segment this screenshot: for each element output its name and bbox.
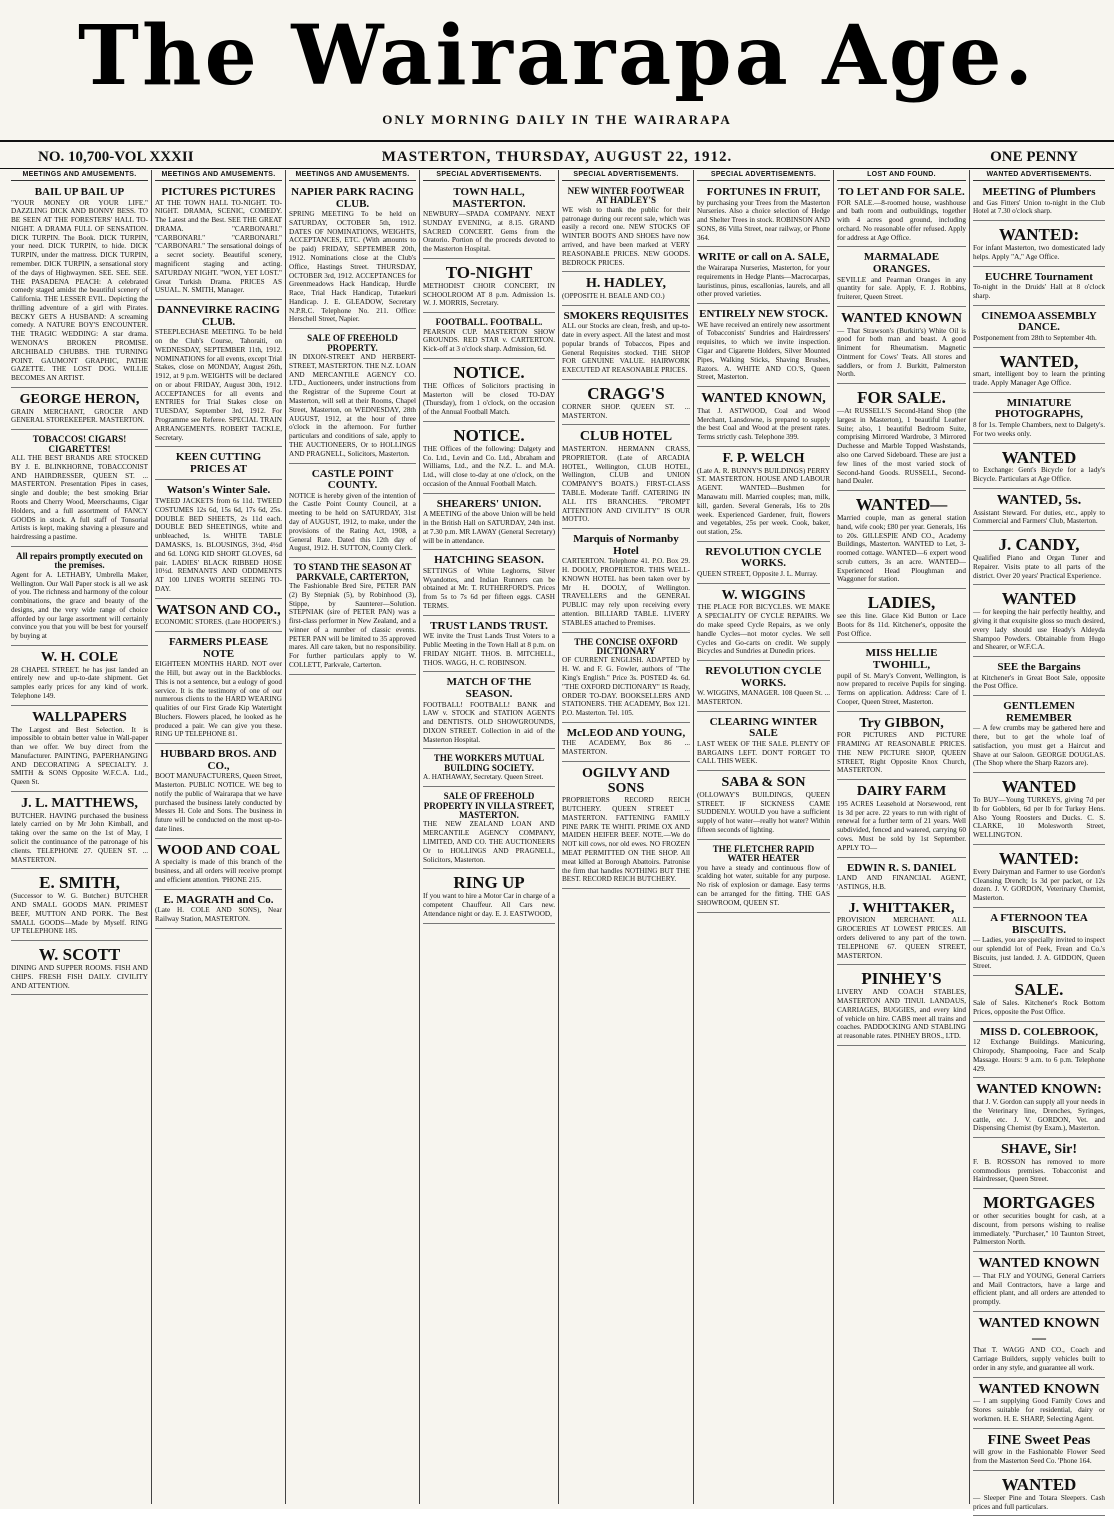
advertisement [562,382,690,425]
advertisement [973,533,1105,585]
advertisement-body: ALL THE BEST BRANDS ARE STOCKED BY J. E. BLINKHORNE, TOBACCONIST AND HAIRDRESSER, QUEEN ST. ... MASTERTON. Presentation Pipes in cases, single and double; the best smoking Briar Roots and Cherry Wood, Meerschaums, Cigar Holders, and a full assortment of FANCY GOODS in stock. A full staff of Tonsorial Artists is kept, making shaving a pleasure and hairdressing a pastime. [11,454,148,542]
advertisement [697,544,830,584]
advertisement-body: 12 Exchange Buildings. Manicuring, Chiropody, Shampooing, Face and Scalp Massage. Hours: 9 a.m. to 6 p.m. Telephone 429. [973,1038,1105,1073]
advertisement-heading: TOBACCOS! CIGARS! CIGARETTES! [32,434,127,454]
advertisement [697,249,830,304]
advertisement-body: SETTINGS of White Leghorns, Silver Wyandottes, and Indian Runners can be obtained at Mr. T. RUTHERFORD'S. Prices from 5s to 7s 6d per fifteen eggs. CASH TERMS. [423,566,555,611]
advertisement-body: FOR SALE.—8-roomed house, washhouse and bath room and outbuildings, together with 4 acres good ground, including orchard. No reasonable offer refused. Apply for address at Age Office. [837,198,966,242]
column-header: MEETINGS AND AMUSEMENTS. [155,170,282,181]
advertisement [973,1431,1105,1471]
advertisement [562,308,690,380]
advertisement [973,587,1105,657]
column-header: SPECIAL ADVERTISEMENTS. [697,170,830,181]
advertisement [11,871,148,941]
advertisement [697,449,830,542]
advertisement-body: Postponement from 28th to September 4th. [973,333,1097,342]
advertisement-heading: CASTLE POINT COUNTY. [311,467,394,492]
advertisement-body: To BUY—Young TURKEYS, giving 7d per lb for Gobblers, 6d per lb for Turkey Hens. Also Young Roosters and Ducks. C. S. CLARKE, 10 Molesworth Street, WELLINGTON. [973,796,1105,840]
issue-date: MASTERTON, THURSDAY, AUGUST 22, 1912. [381,149,733,165]
advertisement-body: will grow in the Fashionable Flower Seed from the Masterton Seed Co. 'Phone 164. [973,1448,1105,1466]
advertisement-heading: THE CONCISE OXFORD DICTIONARY [574,636,678,656]
advertisement-body: —At RUSSELL'S Second-Hand Shop (the largest in Masterton), 1 beautiful Leather Suite; also, 1 beautiful Bedroom Suite, comprising Mirrored Wardrobe, 3 Mirrored Duchesse and Marble Topped Washstands, also one Carved Sideboard. These are just a few lines of the most varied stock of Second-hand Goods. RUSSELL, Second-hand Dealer. [837,407,966,486]
newspaper-title: The Wairarapa Age. [78,8,1036,104]
advertisement-heading: CLUB HOTEL [579,429,673,445]
advertisement-heading: BAIL UP BAIL UP [34,186,125,198]
advertisement-body: 8 for 1s. Temple Chambers, next to Dalgety's. For two weeks only. [973,421,1105,438]
advertisement-heading: CRAGG'S [587,384,665,404]
advertisement [973,223,1105,266]
issue-price: ONE PENNY [990,149,1078,165]
advertisement-body: The Fashionable Bred Sire, PETER PAN (2) By Stepniak (5), by Robinhood (3), Stippe, by Saunterer—Solution. STEPNIAK (sire of PETER PAN) was a first-class performer in New Zealand, and a winner of a number of classic events. PETER PAN will be limited to 35 approved mares. All care taken, but no responsibility. For further particulars apply to W. COLLETT, Parkvale, Carterton. [289,581,416,669]
advertisement-body: SEVILLE and Pearman Oranges in any quantity for sale. Apply, F. J. Robbins, fruiterer, Queen Street. [837,275,966,302]
advertisement [155,601,282,632]
advertisement-heading: DAIRY FARM [856,784,947,800]
column-1 [8,170,151,1504]
advertisement-body: PROPRIETORS RECORD REICH BUTCHERY. QUEEN STREET ... MASTERTON. FATTENING FAMILY PINE PARK TE WHITI. PRIME OX AND MAIDEN HEIFER BEEF. NOTE.—We do NOT kill cows, nor old ewes. NO FROZEN MEAT PERMITTED ON THE SHOP. All meat killed at Borough Abattoirs. Patronise the firm that handles NOTHING BUT THE BEST. RECORD REICH BUTCHERY. [562,796,690,884]
advertisement-body: QUEEN STREET, Opposite J. L. Murray. [697,569,818,578]
advertisement-body: (OPPOSITE H. BEALE AND CO.) [562,292,665,301]
advertisement [697,663,830,712]
advertisement-heading: FOR SALE. [857,388,946,408]
advertisement-heading: RING UP [453,873,525,893]
advertisement-heading: J. L. MATTHEWS, [21,795,138,811]
advertisement-body: FOOTBALL! FOOTBALL! BANK and LAW v. STOCK and STATION AGENTS and DENTISTS. OLD SHOWGROUNDS, DIXON STREET. Collection in aid of the Masterton Hospital. [423,700,555,744]
advertisement-heading: Watson's Winter Sale. [166,484,271,497]
advertisement-heading: McLEOD AND YOUNG, [566,726,686,739]
advertisement-body: WE have received an entirely new assortment of Tobacconists' Sundries and Hairdressers' requisites, to which we invite inspection. Cigar and Cigarette Holders, Silver Mounted Pipes, Walking Sticks, Shaving Brushes, Razors. A. WHITE AND CO.'S, Queen Street, Masterton. [697,320,830,382]
advertisement-body: by purchasing your Trees from the Masterton Nurseries. Also a choice selection of Hedge and Shelter Trees in stock. ROBINSON AND SONS, 86 Villa Street, near railway, or Phone 364. [697,198,830,242]
advertisement [289,331,416,463]
advertisement-heading: WANTED KNOWN— [978,1315,1100,1346]
advertisement-body: Married couple, man as general station hand, wife cook; £80 per year. Generals, 16s to 20s. GILLESPIE AND CO., Academy Buildings, Masterton. WANTED to Let, 3-roomed cottage. WANTED—6 expert wood scrub cutters, 3s an acre. WANTED—Experienced Head Ploughman and Waggoner for station. [837,513,966,584]
advertisement-heading: WANTED: [998,849,1080,869]
column-header: SPECIAL ADVERTISEMENTS. [423,170,555,181]
advertisement-heading: FINE Sweet Peas [987,1432,1091,1448]
advertisement [973,1380,1105,1429]
column-5 [558,170,693,1504]
column-3 [285,170,419,1504]
advertisement-body: That J. ASTWOOD, Coal and Wood Merchant, Lansdowne, is prepared to supply the best Coal and Wood at the present rates. Terms strictly cash. Telephone 399. [697,406,830,442]
advertisement-heading: TO STAND THE SEASON AT PARKVALE, CARTERTON, [293,562,412,582]
advertisement-heading: TO LET AND FOR SALE. [838,186,965,198]
advertisement-body: A MEETING of the above Union will be held in the British Hall on SATURDAY, 24th inst. at 7.30 p.m. MR LAWAY (General Secretary) will be in attendance. [423,510,555,545]
advertisement-body: to Exchange: Gent's Bicycle for a lady's Bicycle. Particulars at Age Office. [973,466,1105,484]
advertisement-body: PEARSON CUP. MASTERTON SHOW GROUNDS. RED STAR v. CARTERTON. Kick-off at 3 o'clock sharp. Admission, 6d. [423,327,555,354]
advertisement-body: OF CURRENT ENGLISH. ADAPTED by H. W. and F. G. Fowler, authors of "The King's English." Price 3s. POSTED 4s. 6d. "THE OXFORD DICTIONARY" IS Ready, ORDER TO-DAY. BOOKSELLERS AND STATIONERS. THE ACADEMY, Box 121. P.O. Masterton. Tel. 105. [562,656,690,718]
advertisement [155,892,282,929]
advertisement [11,549,148,646]
advertisement [837,860,966,897]
advertisement-heading: NAPIER PARK RACING CLUB. [291,186,414,210]
advertisement-body: see this line. Glace Kid Button or Lace Boots for 8s 11d. Kitchener's, opposite the Post Office. [837,612,966,638]
advertisement-heading: SALE. [1014,980,1064,1000]
advertisement-body: — I am supplying Good Family Cows and Stores suitable for residential, dairy or workmen. H. E. SHARP, Selecting Agent. [973,1397,1105,1423]
column-header: SPECIAL ADVERTISEMENTS. [562,170,690,181]
advertisement-body: Sale of Sales. Kitchener's Rock Bottom Prices, opposite the Post Office. [973,999,1105,1016]
advertisement [837,591,966,643]
advertisement [697,389,830,447]
advertisement [973,395,1105,444]
advertisement [973,659,1105,696]
advertisement [423,618,555,673]
advertisement-body: — That FLY and YOUNG, General Carriers and Mail Contractors, have a large and efficient plant, and all orders are attended to promptly. [973,1271,1105,1307]
advertisement-heading: ENTIRELY NEW STOCK. [699,308,828,321]
advertisement [697,586,830,661]
advertisement-heading: WATSON AND CO., [156,602,281,618]
advertisement [837,899,966,966]
advertisement [11,708,148,792]
advertisement-body: pupil of St. Mary's Convent, Wellington, is now prepared to receive Pupils for singing. Terms on application. Address: Care of I. Cooper, Queen Street, Masterton. [837,671,966,706]
advertisement [837,386,966,491]
advertisement-body: DINING AND SUPPER ROOMS. FISH AND CHIPS. FRESH FISH DAILY. CIVILITY AND ATTENTION. [11,963,148,990]
column-2 [151,170,285,1504]
advertisement [11,184,148,388]
advertisement-body: THE Offices of the following: Dalgety and Co. Ltd., Levin and Co. Ltd., Abraham and Williams, Ltd., and the N.Z. L. and M.A. Ltd., will close to-day at one o'clock, on the occasion of the Annual Football Match. [423,444,555,488]
advertisement-body: W. WIGGINS, MANAGER. 108 Queen St. ... MASTERTON. [697,689,830,707]
advertisement [289,466,416,559]
advertisement [423,871,555,923]
advertisement-body: — for keeping the hair perfectly healthy, and giving it that exquisite gloss so much desired, every lady should use Heady's Aldeyda Shampoo Powders. Obtainable from Hugo and Shearer, or W.F.C.A. [973,608,1105,652]
advertisement-heading: SALE OF FREEHOLD PROPERTY IN VILLA STREET, MASTERTON. [423,791,555,821]
advertisement-heading: DANNEVIRKE RACING CLUB. [157,304,280,328]
advertisement-body: CORNER SHOP. QUEEN ST. ... MASTERTON. [562,402,690,420]
advertisement-heading: WANTED [1001,777,1077,797]
advertisement-heading: SMOKERS REQUISITES [563,309,689,322]
advertisement-heading: H. HADLEY, [585,276,666,292]
advertisement [423,315,555,359]
advertisement-heading: MISS HELLIE TWOHILL, [865,647,938,671]
advertisement-body: — A few crumbs may be gathered here and there, but to get the whole loaf of satisfaction, you must get a Haircut and Shave at our Saloon. GEORGE DOUGLAS. (The Shop where the Sharp Razors are). [973,724,1105,768]
advertisement [697,842,830,913]
advertisement-body: smart, intelligent boy to learn the printing trade. Apply Manager Age Office. [973,370,1105,388]
advertisement-heading: THE FLETCHER RAPID WATER HEATER [712,843,815,864]
advertisement [11,943,148,995]
advertisement [973,308,1105,348]
advertisement-body: Agent for A. LETHABY, Umbrella Maker, Wellington. Our Wall Paper stock is all we ask of you. The richness and harmony of the colour combinations, the grace and beauty of the designs, and the very wide range of choice afforded by our large assortment will certainly convince you that you will be best for yourself by buying at [11,570,148,641]
advertisement [155,841,282,890]
advertisement-body: "YOUR MONEY OR YOUR LIFE." DAZZLING DICK AND BONNY BESS. TO BE SEEN AT THE FORESTERS' HALL TO-NIGHT. A DRAMA FULL OF SENSATION. DICK TURPIN. The Book. DICK TURPIN, your need. DICK TURPIN, to hide. DICK TURPIN, under the mattress. DICK TURPIN, remember. DICK TURPIN, a sensational story of the days of Highwaymen. SEE. SEE. SEE. THE PASADENA PEACH: A celebrated comedy staged amidst the beautiful scenery of California. THE LESSER EVIL. Depicting the thrilling adventure of a girl with Pirates. BECKY GETS A HUSBAND: A screaming comedy. A NATURE BOY'S ENCOUNTER. THE TRAGIC WEDDING: A star drama. WENONA'S BROKEN PROMISE. ARCHIBALD CHUBBS. THE TURNING POINT. GAUMONT GRAPHIC, PATHE GAZETTE. THE LOST DOG. WILLIE BECOMES AN ARTIST. [11,198,148,383]
column-6 [693,170,833,1504]
advertisement-body: Qualified Piano and Organ Tuner and Repairer. Visits ptate to all parts of the district. Over 20 years' Practical Experience. [973,554,1105,580]
advertisement [155,634,282,744]
advertisement [837,249,966,306]
advertisement [837,714,966,781]
advertisement [423,751,555,787]
advertisement-body: BUTCHER. HAVING purchased the business lately carried on by Mr John Kimball, and taking over the same on the 1st of May, I solicit the continuance of the patronage of his clients. TELEPHONE 27. QUEEN ST. ... MASTERTON. [11,811,148,864]
advertisement-heading: THE WORKERS MUTUAL BUILDING SOCIETY. [433,753,545,773]
advertisement-body: BOOT MANUFACTURERS, Queen Street, Masterton. PUBLIC NOTICE. WE beg to notify the public of Wairarapa that we have purchased the business lately conducted by Messrs H. Cole and Sons. The business in future will be conducted on the most up-to-date lines. [155,772,282,833]
advertisement [973,184,1105,221]
advertisement-heading: J. CANDY, [998,535,1080,555]
advertisement-heading: TOWN HALL, MASTERTON. [452,186,526,210]
advertisement-body: the Wairarapa Nurseries, Masterton, for your requirements in Hedge Plants—Macrocarpas, lauristinus, pinus, escallonias, laurels, and all other proved varieties. [697,264,830,299]
advertisement-body: NEWBURY—SPADA COMPANY. NEXT SUNDAY EVENING, at 8.15. GRAND SACRED CONCERT. Gems from the Oratorio. Portion of the proceeds devoted to the Masterton Hospital. [423,210,555,254]
advertisement-body: METHODIST CHOIR CONCERT, IN SCHOOLROOM AT 8 p.m. Admission 1s. W. J. MORRIS, Secretary. [423,281,555,308]
advertisement-body: — Ladies, you are specially invited to inspect our splendid lot of Peek, Frean and Co.'s Biscuits, just landed. J. A. GIDDON, Queen Street. [973,936,1105,971]
advertisement-heading: LADIES, [867,593,936,613]
advertisement-body: EIGHTEEN MONTHS HARD. NOT over the Hill, but away out in the Backblocks. This is not a sentence, but a eulogy of good service. It is the testimony of one of our numerous clients to the HARD WEARING qualities of our First Grade Kip Watertight Bluchers. Flowers placed, he looked as he produced a pair. We can give you these. RING UP TELEPHONE 81. [155,660,282,739]
advertisement-heading: MORTGAGES [983,1193,1095,1213]
advertisement-body: (Late A. R. BUNNY'S BUILDINGS) PERRY ST. MASTERTON. HOUSE AND LABOUR AGENT. WANTED—Bushmen for Manawatu mill. Married couples; man, milk, kill, garden. Several Generals, 16s to 20s week. Experienced Gardener, fruit, flowers and vegetables, 25s per week. Cook, baker, out station, 25s. [697,466,830,537]
advertisement [155,184,282,300]
advertisement-heading: WRITE or call on A. SALE, [697,251,830,264]
advertisement [837,645,966,711]
advertisement-heading: All repairs promptly executed on the premises. [16,550,143,571]
column-4 [419,170,558,1504]
column-7 [833,170,969,1504]
advertisement [837,493,966,589]
advertisement [155,449,282,480]
advertisement [423,552,555,615]
advertisement-body: or other securities bought for cash, at a discount, from persons wishing to realise immediately. "Purchaser," 10 Taunton Street, Palmerston North. [973,1211,1105,1247]
advertisement-heading: OGILVY AND SONS [581,765,671,796]
masthead-rule [0,140,1114,142]
advertisement [562,274,690,305]
advertisement-heading: TO-NIGHT [445,263,533,282]
advertisement [973,1140,1105,1189]
advertisement-body: MASTERTON. HERMANN CRASS, PROPRIETOR. (Late of ARCADIA HOTEL, Wellington, CLUB HOTEL, Wellington, CLUB and UNION COMPANY'S BOATS.) FIRST-CLASS TABLE. Moderate Tariff. CATERING IN ALL ITS BRANCHES. "PROMPT ATTENTION AND CIVILITY" IS OUR MOTTO. [562,445,690,524]
advertisement-heading: GEORGE HERON, [19,391,140,407]
advertisement [11,648,148,706]
advertisement-body: THE Offices of Solicitors practising in Masterton will be closed TO-DAY (Thursday), from 1 o'clock, on the occasion of the Annual Football Match. [423,381,555,417]
advertisement-heading: WANTED [1001,1474,1077,1494]
advertisement [423,361,555,422]
advertisement [973,847,1105,908]
advertisement-heading: KEEN CUTTING PRICES AT [175,451,262,475]
advertisement [423,496,555,551]
advertisement-heading: W. H. COLE [40,650,119,666]
advertisement-heading: W. WIGGINS [721,587,806,603]
advertisement-body: ALL our Stocks are clean, fresh, and up-to-date in every aspect. All the latest and most popular brands of Tobaccos, Pipes and General Requisites stocked. THE SHOP FOR GENUINE VALUE. HAIRWORK EXECUTED AT REASONABLE PRICES. [562,322,690,375]
advertisement-body: SPRING MEETING To be held on SATURDAY, OCTOBER 5th, 1912. DATES OF NOMINATIONS, WEIGHTS, ACCEPTANCES, ETC. (With amounts to be paid) FRIDAY, SEPTEMBER 20th, 1912. Nominations close at the Club's Office, Hastings Street. THURSDAY, OCTOBER 3rd, 1912. ACCEPTANCES for Greenmeadows Hack Handicap, Hurdle Race, Trial Hack Handicap, Tutaekuri Handicap. J. E. GLEADOW, Secretary N.P.R.C. Telephone No. 211. Office: Herschell Street, Napier. [289,210,416,324]
advertisement-heading: FOOTBALL. FOOTBALL. [435,317,543,328]
advertisement-heading: FORTUNES IN FRUIT, [706,186,821,198]
advertisement-heading: TRUST LANDS TRUST. [430,619,548,632]
column-8 [969,170,1108,1511]
advertisement-heading: WANTED KNOWN, [701,391,826,407]
advertisement-body: (Successor to W. G. Butcher.) BUTCHER AND SMALL GOODS MAN. PRIMEST BEEF, MUTTON AND PORK. The Best SMALL GOODS—Made by Myself. RING UP TELEPHONE 185. [11,892,148,936]
advertisement-body: LIVERY AND COACH STABLES, MASTERTON AND TINUI. LANDAUS, CARRIAGES, BUGGIES, and every kind of vehicle on hire. CABS meet all trains and coaches. PADDOCKING AND STABLING at reasonable rates. PINHEY BROS., LTD. [837,988,966,1041]
advertisement-body: at Kitchener's in Great Boot Sale, opposite the Post Office. [973,673,1105,691]
advertisement-heading: Try GIBBON, [859,715,944,731]
advertisement [423,424,555,494]
advertisement-body: PROVISION MERCHANT. ALL GROCERIES AT LOWEST PRICES. All orders delivered to any part of the town. TELEPHONE 67. QUEEN STREET, MASTERTON. [837,916,966,960]
advertisement-heading: SHEARERS' UNION. [436,497,542,510]
advertisement [973,1254,1105,1312]
advertisement-body: THE ACADEMY, Box 86 ... MASTERTON. [562,739,690,757]
advertisement-body: Assistant Steward. For duties, etc., apply to Commercial and Farmers' Club, Masterton. [973,508,1105,526]
advertisement-heading: GENTLEMEN REMEMBER [1003,700,1075,724]
advertisement [11,794,148,869]
dateline [0,146,1114,170]
advertisement-heading: Marquis of Normanby Hotel [573,533,679,557]
advertisement [155,302,282,447]
advertisement-heading: MISS D. COLEBROOK, [980,1025,1098,1038]
advertisement-heading: CLEARING WINTER SALE [709,715,818,740]
advertisement [423,261,555,313]
advertisement-body: To-night in the Druids' Hall at 8 o'clock sharp. [973,283,1105,300]
advertisement [11,390,148,430]
advertisement [697,184,830,247]
advertisement-body: A specialty is made of this branch of the business, and all orders will receive prompt and efficient attention. 'PHONE 215. [155,858,282,885]
advertisement-body: STEEPLECHASE MEETING. To be held on the Club's Course, Tahoraiti, on WEDNESDAY, SEPTEMBER 11th, 1912. NOMINATIONS for all events, except Trial Stakes, close on MONDAY, August 26th, 1912, at 9 p.m. WEIGHTS will be declared on or about FRIDAY, August 30th, 1912. ACCEPTANCES for all events and ENTRIES for Trial Stakes close on TUESDAY, September 3rd, 1912. For Programme see Referee. SPECIAL TRAIN ARRANGEMENTS. ROBERT TACKLE, Secretary. [155,328,282,442]
advertisement [973,1080,1105,1138]
advertisement [562,764,690,889]
advertisement [973,698,1105,773]
advertisement-body: WE invite the Trust Lands Trust Voters to a Public Meeting in the Town Hall at 8 p.m. on FRIDAY NIGHT. THOS. B. MITCHELL, THOS. WAGG, H. C. ROBINSON. [423,632,555,667]
advertisement [562,725,690,762]
advertisement-heading: REVOLUTION CYCLE WORKS. [705,665,822,689]
advertisement-body: TWEED JACKETS from 6s 11d. TWEED COSTUMES 12s 6d, 15s 6d, 17s 6d, 25s. DOUBLE BED SHEETS, 2s 11d each. DOUBLE BED SHEETINGS, white and unbleached, 1s. WHITE TABLE DAMASKS, 1s. BLOUSINGS, 3½d, 4½d and 6d. LONG KID SHORT GLOVES, 6d pair. LADIES' BLACK RIBBED HOSE 10½d. REMNANTS AND ODDMENTS AT 100 LINES WORTH SEEING TO-DAY. [155,497,282,593]
advertisement-heading: E. SMITH, [39,873,120,893]
advertisement-body: F. B. ROSSON has removed to more commodious premises. Tobacconist and Hairdresser, Queen Street. [973,1157,1105,1184]
advertisement-body: THE NEW ZEALAND LOAN AND MERCANTILE AGENCY COMPANY, LIMITED, AND CO. THE AUCTIONEERS Or to HOLLINGS AND PRAGNELL, Solicitors, Masterton. [423,820,555,864]
advertisement-body: 195 ACRES Leasehold at Norsewood, rent 1s 3d per acre. 22 years to run with right of renewal for a further term of 21 years. Well subdivided, fenced and watered, carrying 60 cows. Must be sold by 1st September. APPLY TO— [837,799,966,852]
advertisement-heading: MARMALADE ORANGES. [863,251,940,275]
advertisement [562,184,690,272]
advertisement-heading: WALLPAPERS [32,709,127,725]
advertisement-body: (Late H. COLE AND SONS), Near Railway Station, MASTERTON. [155,906,282,924]
advertisement [837,782,966,857]
advertisement-body: 28 CHAPEL STREET. he has just landed an entirely new and up-to-date shipment. Get samples early prices for any kind of work. Telephone 149. [11,665,148,701]
advertisement-body: that J. V. Gordon can supply all your needs in the Veterinary line, Drenches, Syringes, cattle, etc. J. V. GORDON, Vet. and Dispensing Chemist (by Exam.), Masterton. [973,1097,1105,1133]
advertisement-body: THE PLACE FOR BICYCLES. WE MAKE A SPECIALITY OF CYCLE REPAIRS. We do make speed Cycle Repairs, as we only handle Cycles—not motor cycles. We sell Cycles and Go-carts on credit. We supply Bicycles and Sundries at Dunedin prices. [697,603,830,656]
advertisement-heading: WOOD AND COAL [157,842,280,858]
advertisement-heading: MEETING of Plumbers [982,186,1096,198]
advertisement-body: and Gas Fitters' Union to-night in the Club Hotel at 7.30 o'clock sharp. [973,198,1105,216]
advertisement-body: ECONOMIC STORES. (Late HOOPER'S.) [155,618,281,627]
advertisement [562,427,690,529]
advertisement [973,1473,1105,1516]
advertisement [562,531,690,632]
advertisement [973,910,1105,976]
dateline-rule [0,168,1114,169]
advertisement-heading: REVOLUTION CYCLE WORKS. [705,545,822,570]
advertisement-body: Every Dairyman and Farmer to use Gordon's Cleansing Drench; 1s 3d per packet, or 12s dozen. J. V. GORDON, Veterinary Chemist, Masterton. [973,867,1105,903]
advertisement-heading: PICTURES PICTURES [161,186,276,198]
advertisement-heading: WANTED [1001,589,1077,609]
advertisement-heading: J. WHITTAKER, [848,900,955,916]
advertisement-heading: W. SCOTT [38,945,121,965]
advertisement-heading: MINIATURE PHOTOGRAPHS, [994,396,1084,421]
advertisement [562,635,690,723]
columns-area [8,170,1108,1511]
advertisement-body: — That Strawson's (Burkitt's) White Oil is good for both man and beast. A good liniment for Rheumatism. Magnetic Ointment for Cows' Teats. All stores and saddlers, or from J. Burkitt, Palmerston North. [837,326,966,379]
column-header: WANTED ADVERTISEMENTS. [973,170,1105,181]
advertisement-heading: WANTED, 5s. [996,492,1082,508]
advertisement-body: CARTERTON. Telephone 41. P.O. Box 29. H. DOOLY, PROPRIETOR. THIS WELL-KNOWN HOTEL has been taken over by Mr H. DOOLY, of Wellington. TRAVELLERS and the GENERAL PUBLIC may rely upon receiving every attention. BILLIARD TABLE. LIVERY STABLES attached to Premises. [562,557,690,627]
advertisement [973,446,1105,489]
advertisement [11,432,148,547]
advertisement [837,184,966,247]
advertisement-heading: SEE the Bargains [997,661,1081,674]
advertisement-body: That T. WAGG AND CO., Coach and Carriage Builders, supply vehicles built to order in any style, and guarantee all work. [973,1346,1105,1372]
advertisement-heading: WANTED KNOWN [978,1256,1100,1272]
advertisement-heading: NOTICE. [453,425,525,445]
advertisement-heading: PINHEY'S [861,969,942,989]
advertisement-heading: HATCHING SEASON. [434,554,544,567]
advertisement-heading: WANTED KNOWN [841,310,962,326]
column-header: LOST AND FOUND. [837,170,966,181]
advertisement-heading: SABA & SON [721,775,806,791]
advertisement-heading: EDWIN R. S. DANIEL [846,861,957,874]
advertisement-body: A. HATHAWAY, Secretary. Queen Street. [423,773,544,782]
advertisement [697,773,830,840]
advertisement [155,746,282,839]
advertisement [423,789,555,869]
advertisement-body: For infant Masterton, two domesticated lady helps. Apply "A," Age Office. [973,243,1105,261]
advertisement-heading: FARMERS PLEASE NOTE [168,636,269,660]
advertisement [973,1314,1105,1378]
advertisement [973,1024,1105,1079]
advertisement-heading: NEW WINTER FOOTWEAR AT HADLEY'S [567,186,685,206]
advertisement-body: WE wish to thank the public for their patronage during our recent sale, which was easily a record one. NEW STOCKS OF WINTER BOOTS AND SHOES have now arrived, and have been marked at VERY REASONABLE PRICES. NEW GOODS. BEDROCK PRICES. [562,205,690,267]
advertisement [973,350,1105,393]
issue-number: NO. 10,700-VOL XXXII [38,149,194,165]
advertisement-heading: HUBBARD BROS. AND CO., [160,748,277,772]
masthead [0,0,1114,140]
column-header: MEETINGS AND AMUSEMENTS. [11,170,148,181]
advertisement-heading: E. MAGRATH and Co. [163,893,274,906]
advertisement-body: LAST WEEK OF THE SALE. PLENTY OF BARGAINS LEFT. DON'T FORGET TO CALL THIS WEEK. [697,739,830,766]
advertisement-heading: SHAVE, Sir! [1001,1142,1077,1158]
advertisement [697,714,830,771]
advertisement [697,306,830,387]
advertisement [973,1191,1105,1252]
advertisement-heading: WANTED, [999,351,1079,371]
advertisement [289,560,416,675]
advertisement [973,775,1105,845]
advertisement [423,674,555,749]
advertisement [973,978,1105,1021]
advertisement-body: If you want to hire a Motor Car in charge of a competent Chauffeur. All Cars new. Attendance night or day. E. J. EASTWOOD, [423,892,555,918]
advertisement-heading: EUCHRE Tournament [985,270,1093,283]
advertisement [973,491,1105,531]
advertisement-heading: A FTERNOON TEA BISCUITS. [990,911,1088,936]
advertisement [837,967,966,1046]
advertisement-body: you have a steady and continuous flow of scalding hot water, suitable for any purpose. No risk of explosion or damage. Easy terms can be arranged for the fitting. THE GAS SHOWROOM, QUEEN ST. [697,863,830,907]
advertisement [289,184,416,329]
advertisement-body: — Sleeper Pine and Totara Sleepers. Cash prices and full particulars. [973,1493,1105,1511]
advertisement-heading: F. P. WELCH [722,450,805,466]
advertisement [837,309,966,384]
advertisement-heading: MATCH OF THE SEASON. [446,676,532,701]
advertisement-body: GRAIN MERCHANT, GROCER AND GENERAL STOREKEEPER. MASTERTON. [11,407,148,425]
advertisement-heading: WANTED: [998,225,1080,245]
advertisement-heading: CINEMOA ASSEMBLY DANCE. [981,309,1097,334]
advertisement-heading: WANTED [1001,447,1077,467]
advertisement [155,482,282,598]
advertisement-body: (OLLOWAY'S BUILDINGS, QUEEN STREET. IF SICKNESS CAME SUDDENLY. WOULD you have a sufficient supply of hot water—really hot water? Within fifteen seconds of lighting. [697,790,830,835]
column-header: MEETINGS AND AMUSEMENTS. [289,170,416,181]
advertisement-body: IN DIXON-STREET AND HERBERT-STREET, MASTERTON. THE N.Z. LOAN AND MERCANTILE AGENCY CO. LTD., Auctioneers, under instructions from the Registrar of the Supreme Court at Masterton, will sell at their Rooms, Chapel Street, Masterton, on WEDNESDAY, 28th AUGUST, 1912, at the hour of three o'clock in the afternoon. For further particulars and conditions of sale, apply to THE AUCTIONEERS, Or to HOLLINGS AND PRAGNELL, Solicitors, Masterton. [289,353,416,458]
advertisement-body: AT THE TOWN HALL TO-NIGHT. TO-NIGHT. DRAMA, SCENIC, COMEDY. The Latest and the Best. SEE THE GREAT DRAMA. "CARBONARI." "CARBONARI." "CARBONARI." "CARBONARI." The sensational doings of a secret society. Beautiful scenery, magnificent staging and acting. SATURDAY NIGHT. "WON, YET LOST." Great Turkish Drama. PRICES AS USUAL. N. SMITH, Manager. [155,198,282,295]
advertisement [973,269,1105,306]
advertisement-body: The Largest and Best Selection. It is impossible to obtain better value in Wall-paper than we offer. We buy direct from the Manufacturer. PAINTING, PAPERHANGING AND DECORATING A SPECIALTY. J. SMITH & SONS Opposite W.F.C.A. Ltd., Queen St. [11,725,148,787]
advertisement-heading: NOTICE. [453,362,525,382]
advertisement-body: NOTICE is hereby given of the intention of the Castle Point County Council, at a meeting to be held on SATURDAY, 31st day of AUGUST, 1912, to make, under the provisions of the Rating Act, 1908, a General Rate. Dated this 12th day of August, 1912. H. SUTTON, County Clerk. [289,491,416,553]
advertisement [423,184,555,259]
advertisement-heading: WANTED KNOWN: [976,1082,1102,1098]
advertisement-heading: WANTED— [855,495,948,515]
newspaper-subtitle: ONLY MORNING DAILY IN THE WAIRARAPA [382,112,732,127]
advertisement-body: FOR PICTURES AND PICTURE FRAMING AT REASONABLE PRICES. THE NEW PICTURE SHOP, QUEEN STREET, Right Opposite Knox Church, MASTERTON. [837,731,966,775]
advertisement-heading: SALE OF FREEHOLD PROPERTY. [307,333,398,353]
advertisement-body: LAND AND FINANCIAL AGENT, 'ASTINGS, H.B. [837,874,966,891]
advertisement-heading: WANTED KNOWN [978,1381,1100,1397]
